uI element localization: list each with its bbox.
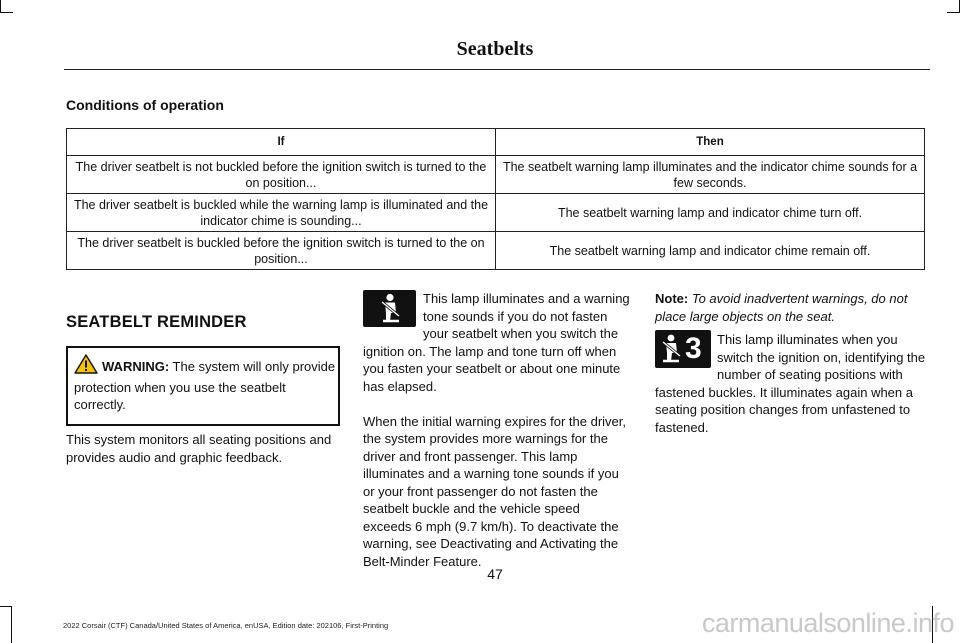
lamp-description: This lamp illuminates and a warning tone sounds if you do not fasten your seatbelt when you switch the ignition on. The lamp and tone turn off when you fasten your seatbelt or about one minute has elapsed. — [363, 291, 630, 394]
page-number: 47 — [487, 566, 503, 582]
header-divider — [64, 69, 930, 70]
seatbelt-reminder-heading: SEATBELT REMINDER — [66, 313, 247, 331]
seatbelt-count-icon — [655, 330, 711, 368]
page-title: Seatbelts — [456, 38, 534, 60]
warning-box — [66, 346, 340, 426]
table-cell: The driver seatbelt is buckled while the warning lamp is illuminated and the indicator chime is sounding... — [67, 194, 496, 232]
table-cell: The seatbelt warning lamp and indicator chime turn off. — [496, 194, 925, 232]
seatbelt-count-number: 3 — [685, 332, 702, 365]
table-header-cell: If — [67, 129, 496, 156]
table-header-row — [67, 129, 925, 156]
footer-edition: 2022 Corsair (CTF) Canada/United States of America, enUSA, Edition date: 202106, First-Printing — [63, 621, 389, 630]
warning-label: WARNING: — [102, 359, 170, 374]
table-cell: The driver seatbelt is buckled before the ignition switch is turned to the on position... — [67, 232, 496, 270]
watermark: carmanualsonline.info — [701, 608, 954, 638]
table-cell: The driver seatbelt is not buckled before the ignition switch is turned to the on position... — [67, 156, 496, 194]
warning-text: The system will only provide protection when you use the seatbelt correctly. — [74, 359, 336, 412]
table-header-cell: Then — [496, 129, 925, 156]
table-cell: The seatbelt warning lamp illuminates and the indicator chime sounds for a few seconds. — [496, 156, 925, 194]
table-cell: The seatbelt warning lamp and indicator chime remain off. — [496, 232, 925, 270]
section-heading: Conditions of operation — [66, 97, 224, 113]
warning-triangle-icon — [74, 354, 98, 379]
table-row — [67, 232, 925, 270]
crop-mark — [0, 12, 13, 13]
monitor-paragraph: This system monitors all seating positions and provides audio and graphic feedback. — [66, 432, 332, 465]
crop-mark — [11, 606, 12, 643]
conditions-table — [66, 128, 925, 270]
initial-warning-paragraph: When the initial warning expires for the driver, the system provides more warnings for the driver and front passenger. This lamp illuminates and a warning tone sounds if you or your front passenger do not fasten the seatbelt buckle and the vehicle speed exceeds 6 mph (9.7 km/h). To deactivate the warning, see Deactivating and Activating the Belt-Minder Feature. — [363, 413, 627, 569]
crop-mark — [947, 12, 960, 13]
count-lamp-description: This lamp illuminates when you switch the ignition on, identifying the number of seating positions with fastened buckles. It illuminates again when a seating position changes from unfastened to fastened. — [655, 332, 926, 435]
icon-spacer — [363, 290, 423, 327]
table-row — [67, 194, 925, 232]
middle-column — [363, 290, 631, 570]
table-row — [67, 156, 925, 194]
crop-mark — [0, 606, 12, 607]
note-label: Note: — [655, 291, 689, 306]
note — [655, 290, 929, 325]
note-text: To avoid inadvertent warnings, do not place large objects on the seat. — [655, 291, 908, 324]
